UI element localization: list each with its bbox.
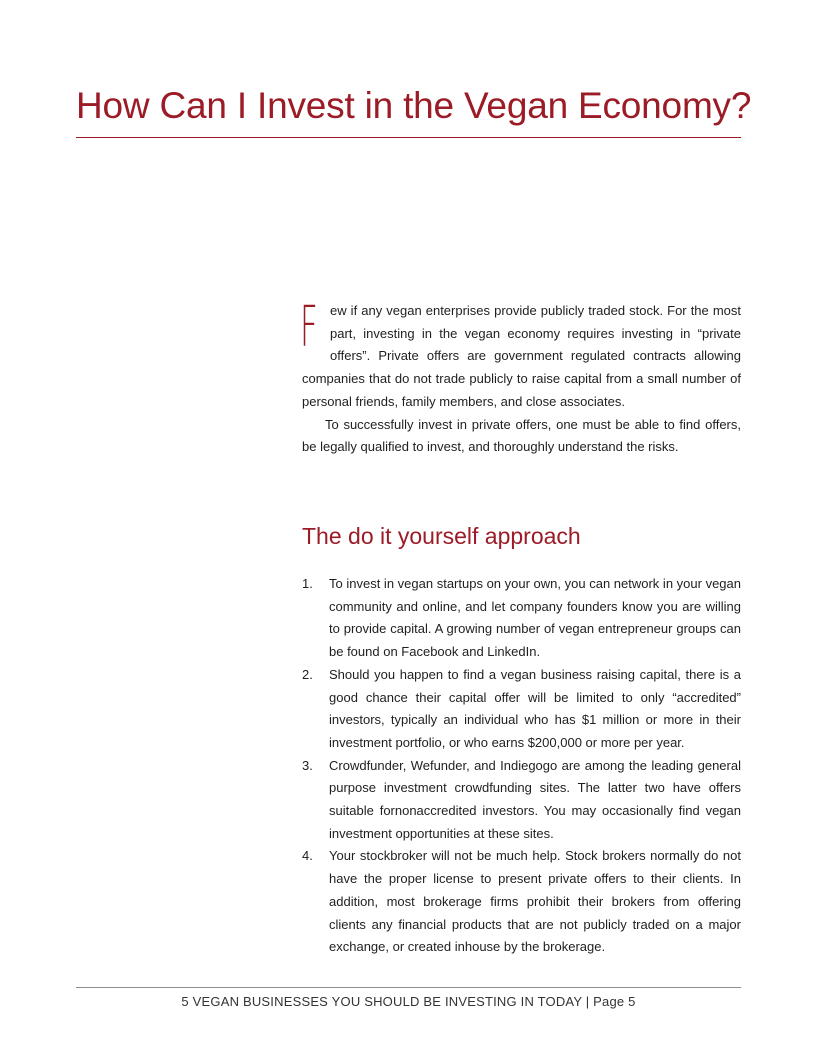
list-item-text: To invest in vegan startups on your own, you can network in your vegan community and online, and let company founders know you are willing to provide capital. A growing number of vegan entrepreneur groups can be found on Facebook and LinkedIn. bbox=[329, 576, 741, 660]
list-item-text: Crowdfunder, Wefunder, and Indiegogo are among the leading general purpose investment crowdfunding sites. The latter two have offers suitable fornonaccredited investors. You may occasionally find vegan investment opportunities at these sites. bbox=[329, 757, 741, 841]
list-item bbox=[302, 664, 741, 755]
intro-paragraph-1-text: ew if any vegan enterprises provide publicly traded stock. For the most part, investing in the vegan economy requires investing in “private offers”. Private offers are government regulated contracts allowing companies that do not trade publicly to raise capital from a small number of personal friends, family members, and close associates. bbox=[302, 303, 741, 409]
list-item-number: 2. bbox=[302, 666, 313, 682]
intro-paragraph-1 bbox=[300, 295, 741, 414]
list-item bbox=[302, 755, 741, 846]
list-item-text: Your stockbroker will not be much help. Stock brokers normally do not have the proper license to present private offers to their clients. In addition, most brokerage firms prohibit their brokers from offering clients any financial products that are not publicly traded on a major exchange, or created inhouse by the brokerage. bbox=[329, 848, 741, 955]
list-item-number: 4. bbox=[302, 848, 313, 864]
page-footer: 5 VEGAN BUSINESSES YOU SHOULD BE INVESTING IN TODAY | Page 5 bbox=[181, 994, 636, 1009]
list-item-text: Should you happen to find a vegan business raising capital, there is a good chance their capital offer will be limited to only “accredited” investors, typically an individual who has $1 million or more in their investment portfolio, or who earns $200,000 or more per year. bbox=[329, 666, 741, 750]
footer-divider bbox=[76, 987, 741, 988]
intro-paragraph-2: To successfully invest in private offers, one must be able to find offers, be legally qualified to invest, and thoroughly understand the risks. bbox=[302, 416, 741, 455]
list-item bbox=[302, 845, 741, 959]
drop-cap: F bbox=[300, 295, 318, 360]
intro-text bbox=[300, 295, 741, 459]
numbered-list bbox=[302, 573, 741, 959]
list-item-number: 3. bbox=[302, 757, 313, 773]
title-divider bbox=[76, 137, 741, 138]
page-title: How Can I Invest in the Vegan Economy? bbox=[76, 85, 752, 126]
section-heading: The do it yourself approach bbox=[302, 523, 581, 549]
list-item-number: 1. bbox=[302, 576, 313, 591]
list-item bbox=[302, 573, 741, 664]
